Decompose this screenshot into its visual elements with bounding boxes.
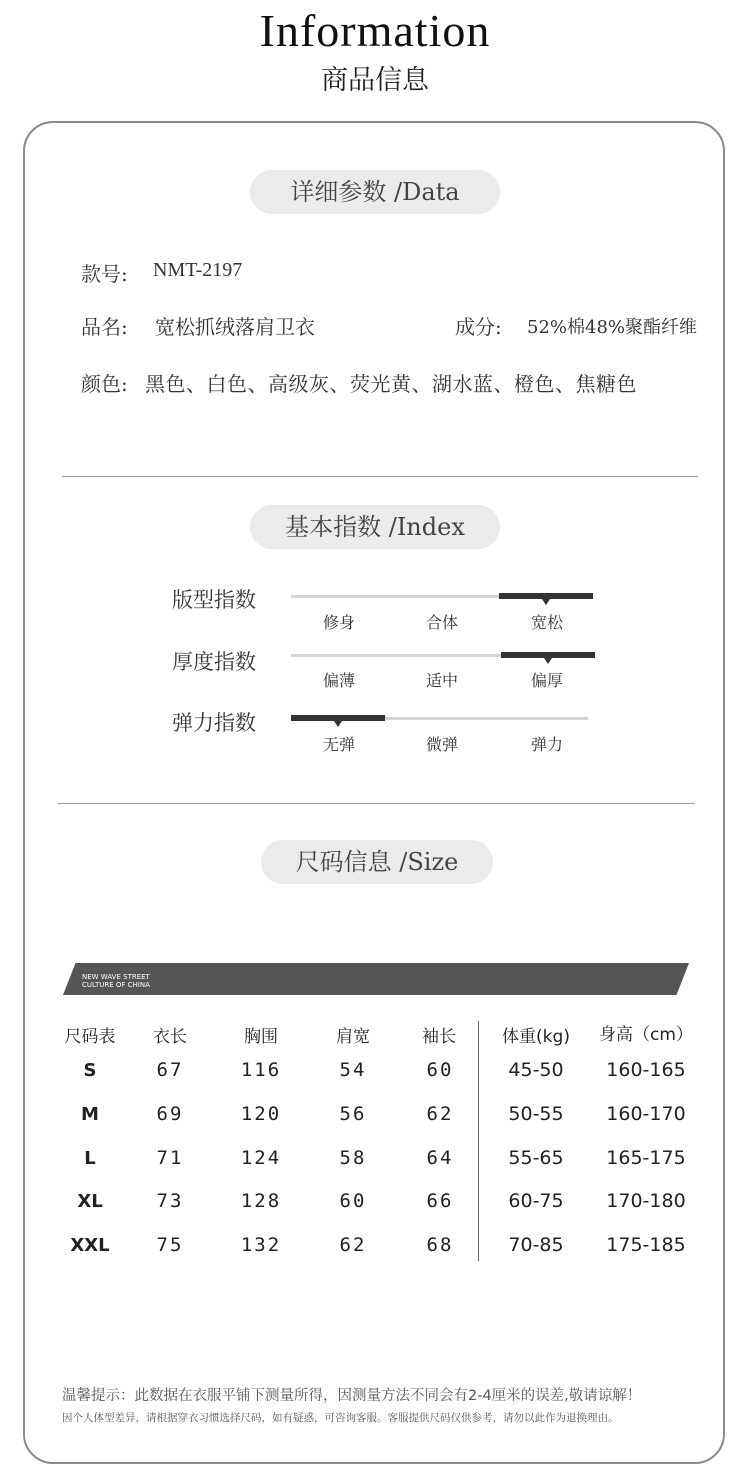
fit-index-marker bbox=[542, 599, 550, 605]
fit-tick-loose: 宽松 bbox=[530, 613, 563, 632]
table-cell: 124 bbox=[240, 1147, 282, 1169]
table-cell: 55-65 bbox=[508, 1147, 564, 1169]
table-cell: 54 bbox=[339, 1059, 367, 1081]
table-cell: 165-175 bbox=[606, 1147, 686, 1169]
thickness-tick-thin: 偏薄 bbox=[322, 671, 355, 690]
tip-note: 温馨提示：此数据在衣服平铺下测量所得，因测量方法不同会有2-4厘米的误差,敬请谅解！ bbox=[62, 1388, 642, 1404]
banner-line-2: CULTURE OF CHINA bbox=[82, 981, 150, 989]
color-label: 颜色: bbox=[81, 372, 128, 396]
col-header-weight: 体重(kg) bbox=[502, 1027, 570, 1047]
thickness-index-title: 厚度指数 bbox=[172, 650, 256, 674]
divider bbox=[62, 476, 698, 477]
col-header-chest: 胸围 bbox=[244, 1027, 278, 1047]
col-header-size: 尺码表 bbox=[64, 1027, 116, 1047]
table-cell: 160-170 bbox=[606, 1103, 686, 1125]
table-cell: 116 bbox=[240, 1059, 282, 1081]
table-cell: 160-165 bbox=[606, 1059, 686, 1081]
elasticity-tick-stretch: 弹力 bbox=[530, 735, 563, 754]
table-cell: S bbox=[83, 1060, 97, 1081]
table-cell: 62 bbox=[339, 1234, 367, 1256]
table-divider bbox=[478, 1021, 479, 1261]
table-cell: 132 bbox=[240, 1234, 282, 1256]
banner-text bbox=[82, 973, 150, 989]
table-cell: XL bbox=[77, 1191, 103, 1212]
size-section-pill: 尺码信息 /Size bbox=[261, 840, 493, 884]
col-header-sleeve: 袖长 bbox=[422, 1027, 456, 1047]
material-value: 52%棉48%聚酯纤维 bbox=[527, 317, 698, 338]
size-banner bbox=[63, 963, 689, 995]
col-header-length: 衣长 bbox=[153, 1027, 187, 1047]
table-cell: 128 bbox=[240, 1190, 282, 1212]
table-cell: 66 bbox=[426, 1190, 454, 1212]
elasticity-index-title: 弹力指数 bbox=[172, 711, 256, 735]
table-cell: 62 bbox=[426, 1103, 454, 1125]
elasticity-tick-none: 无弹 bbox=[322, 735, 355, 754]
thickness-index-marker bbox=[544, 658, 552, 664]
style-no-value: NMT-2197 bbox=[153, 259, 243, 281]
fit-tick-slim: 修身 bbox=[322, 613, 355, 632]
fit-tick-regular: 合体 bbox=[425, 613, 458, 632]
index-section-pill: 基本指数 /Index bbox=[250, 505, 500, 549]
table-cell: 175-185 bbox=[606, 1234, 686, 1256]
divider bbox=[58, 803, 695, 804]
col-header-shoulder: 肩宽 bbox=[336, 1027, 370, 1047]
disclaimer-note: 因个人体型差异，请根据穿衣习惯选择尺码，如有疑惑，可咨询客服。客服提供尺码仅供参考，请勿以此作为退换理由。 bbox=[62, 1412, 619, 1424]
table-cell: 71 bbox=[156, 1147, 184, 1169]
elasticity-index-marker bbox=[334, 721, 342, 727]
table-cell: 56 bbox=[339, 1103, 367, 1125]
style-no-label: 款号: bbox=[81, 262, 128, 286]
thickness-tick-thick: 偏厚 bbox=[530, 671, 563, 690]
page-title: Information bbox=[259, 5, 491, 56]
table-cell: M bbox=[81, 1104, 99, 1125]
data-section-pill: 详细参数 /Data bbox=[250, 170, 500, 214]
name-label: 品名: bbox=[81, 315, 128, 339]
banner-line-1: NEW WAVE STREET bbox=[82, 973, 150, 981]
table-cell: 170-180 bbox=[606, 1190, 686, 1212]
fit-index-title: 版型指数 bbox=[172, 588, 256, 612]
table-cell: 120 bbox=[240, 1103, 282, 1125]
table-cell: 75 bbox=[156, 1234, 184, 1256]
col-header-height: 身高（cm） bbox=[599, 1025, 693, 1045]
elasticity-tick-slight: 微弹 bbox=[425, 735, 458, 754]
table-cell: 50-55 bbox=[508, 1103, 564, 1125]
table-cell: L bbox=[84, 1148, 96, 1169]
color-values: 黑色、白色、高级灰、荧光黄、湖水蓝、橙色、焦糖色 bbox=[145, 372, 637, 396]
table-cell: 70-85 bbox=[508, 1234, 564, 1256]
name-value: 宽松抓绒落肩卫衣 bbox=[155, 315, 315, 339]
table-cell: 69 bbox=[156, 1103, 184, 1125]
table-cell: 60-75 bbox=[508, 1190, 564, 1212]
table-cell: 60 bbox=[339, 1190, 367, 1212]
table-cell: 60 bbox=[426, 1059, 454, 1081]
table-cell: 68 bbox=[426, 1234, 454, 1256]
table-cell: 45-50 bbox=[508, 1059, 564, 1081]
material-label: 成分: bbox=[455, 315, 502, 339]
table-cell: 58 bbox=[339, 1147, 367, 1169]
thickness-tick-medium: 适中 bbox=[425, 671, 458, 690]
page-subtitle: 商品信息 bbox=[321, 65, 429, 96]
table-cell: 64 bbox=[426, 1147, 454, 1169]
table-cell: 73 bbox=[156, 1190, 184, 1212]
table-cell: 67 bbox=[156, 1059, 184, 1081]
table-cell: XXL bbox=[70, 1235, 110, 1256]
